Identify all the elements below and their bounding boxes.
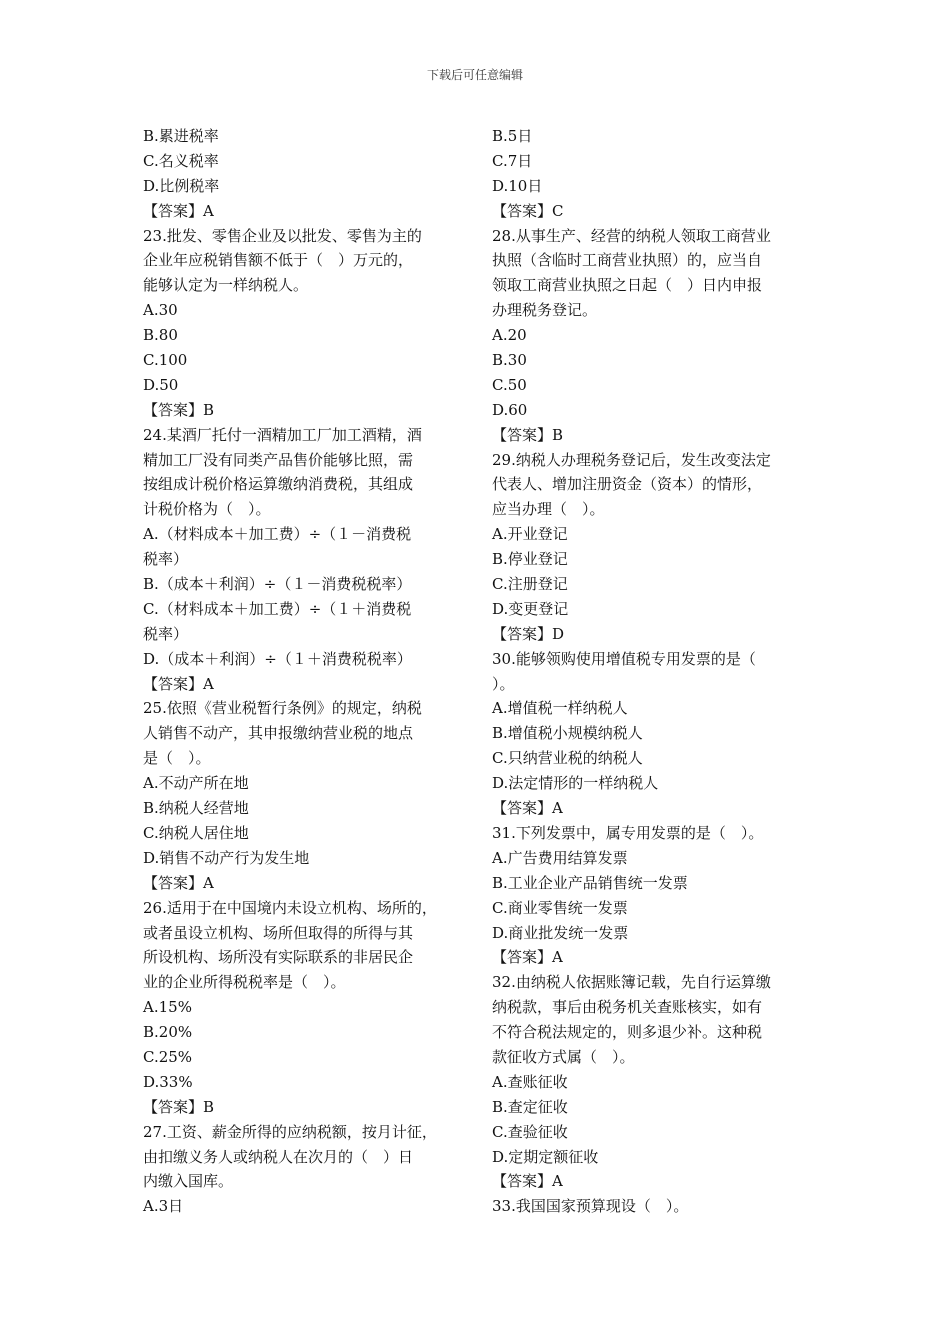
right-column-line: 【答案】C [492, 201, 564, 220]
left-column-line: C.名义税率 [143, 151, 219, 170]
left-column-line: C.25% [143, 1047, 193, 1066]
left-column-line: 【答案】A [143, 201, 214, 220]
right-column-line: 30.能够领购使用增值税专用发票的是（ [492, 649, 756, 668]
page-header: 下载后可任意编辑 [426, 68, 523, 82]
right-column-line: 不符合税法规定的，则多退少补。这种税 [492, 1023, 763, 1042]
right-column-line: D.60 [492, 400, 528, 419]
left-column-line: 由扣缴义务人或纳税人在次月的（ ）日 [143, 1147, 414, 1166]
right-column-line: C.商业零售统一发票 [492, 898, 628, 917]
left-column-line: 25.依照《营业税暂行条例》的规定，纳税 [143, 699, 422, 718]
right-column-line: 纳税款，事后由税务机关查账核实，如有 [492, 998, 763, 1017]
left-column-line: C.纳税人居住地 [143, 823, 249, 842]
right-column-line: A.查账征收 [492, 1072, 568, 1091]
left-column-line: C.100 [143, 351, 188, 370]
right-column-line: 28.从事生产、经营的纳税人领取工商营业 [492, 226, 771, 245]
left-column-line: B.（成本＋利润）÷（１－消费税税率） [143, 575, 412, 594]
right-column-line: C.只纳营业税的纳税人 [492, 749, 643, 768]
left-column-line: C.（材料成本＋加工费）÷（１＋消费税 [143, 599, 412, 618]
left-column-line: B.80 [143, 326, 178, 345]
left-column-line: D.50 [143, 375, 179, 394]
right-column-line: 办理税务登记。 [492, 301, 598, 320]
right-column-line: B.5日 [492, 127, 533, 145]
right-column-line: C.50 [492, 375, 527, 394]
right-column-line: B.工业企业产品销售统一发票 [492, 873, 688, 892]
right-column-line: 29.纳税人办理税务登记后，发生改变法定 [492, 450, 771, 469]
right-column-line: 领取工商营业执照之日起（ ）日内申报 [492, 276, 763, 295]
right-column-line: C.7日 [492, 151, 533, 170]
right-column-line: 【答案】A [492, 948, 563, 967]
right-column-line: A.开业登记 [492, 525, 568, 544]
left-column-line: 是（ ）。 [143, 749, 211, 768]
right-column-line: D.商业批发统一发票 [492, 923, 629, 942]
left-column-line: D.销售不动产行为发生地 [143, 848, 310, 867]
right-column-line: 执照（含临时工商营业执照）的，应当自 [492, 251, 763, 270]
left-column-line: A.30 [143, 301, 178, 320]
right-column-line: 33.我国国家预算现设（ ）。 [492, 1197, 689, 1216]
left-column [143, 124, 473, 1219]
right-column-line: A.20 [492, 326, 527, 345]
left-column-line: 24.某酒厂托付一酒精加工厂加工酒精，酒 [143, 425, 422, 444]
right-column-line: D.定期定额征收 [492, 1147, 599, 1166]
left-column-line: B.累进税率 [143, 127, 219, 145]
right-column-line: A.广告费用结算发票 [492, 848, 628, 867]
right-column-line: 31.下列发票中，属专用发票的是（ ）。 [492, 823, 764, 842]
right-column-line: A.增值税一样纳税人 [492, 699, 628, 718]
left-column-line: 人销售不动产，其申报缴纳营业税的地点 [143, 724, 414, 743]
left-column-line: A.3日 [143, 1197, 184, 1216]
right-column-line: C.查验征收 [492, 1122, 568, 1141]
left-column-line: D.比例税率 [143, 176, 220, 195]
left-column-line: 税率） [143, 550, 189, 569]
left-column-line: D.（成本＋利润）÷（１＋消费税税率） [143, 649, 412, 668]
left-column-line: 【答案】A [143, 674, 214, 693]
left-column-line: 精加工厂没有同类产品售价能够比照，需 [143, 450, 414, 469]
left-column-line: B.纳税人经营地 [143, 799, 249, 818]
left-column-line: 所设机构、场所没有实际联系的非居民企 [143, 948, 414, 967]
left-column-line: A.（材料成本＋加工费）÷（１－消费税 [143, 525, 412, 544]
left-column-line: 按组成计税价格运算缴纳消费税，其组成 [143, 475, 414, 494]
right-column-line: D.法定情形的一样纳税人 [492, 774, 659, 793]
left-column-line: 企业年应税销售额不低于（ ）万元的， [143, 251, 414, 270]
right-column-line: ）。 [492, 674, 515, 693]
right-column-line: B.停业登记 [492, 550, 568, 569]
right-column-line: D.10日 [492, 176, 543, 195]
left-column-line: D.33% [143, 1072, 193, 1091]
left-column-line: 23.批发、零售企业及以批发、零售为主的 [143, 226, 422, 245]
right-column-line: 代表人、增加注册资金（资本）的情形， [492, 475, 763, 494]
left-column-line: 【答案】A [143, 873, 214, 892]
left-column-line: 【答案】B [143, 400, 215, 419]
left-column-line: 能够认定为一样纳税人。 [143, 276, 309, 295]
left-column-line: 业的企业所得税税率是（ ）。 [143, 973, 346, 992]
right-column-line: 【答案】A [492, 1172, 563, 1191]
right-column-line: B.30 [492, 351, 527, 370]
left-column-line: 27.工资、薪金所得的应纳税额，按月计征， [143, 1122, 437, 1141]
right-column-line: 【答案】A [492, 799, 563, 818]
left-column-line: 或者虽设立机构、场所但取得的所得与其 [143, 923, 414, 942]
left-column-line: A.15% [143, 998, 192, 1017]
left-column-line: B.20% [143, 1023, 193, 1042]
left-column-line: 计税价格为（ ）。 [143, 500, 271, 519]
right-column-line: B.查定征收 [492, 1097, 568, 1116]
right-column-line: C.注册登记 [492, 575, 568, 594]
left-column-line: 26.适用于在中国境内未设立机构、场所的， [143, 898, 437, 917]
right-column-line: 32.由纳税人依据账簿记载，先自行运算缴 [492, 973, 771, 992]
right-column-line: B.增值税小规模纳税人 [492, 724, 643, 743]
left-column-line: 【答案】B [143, 1097, 215, 1116]
right-column-line: 【答案】B [492, 425, 564, 444]
left-column-line: 税率） [143, 624, 189, 643]
right-column-line: 款征收方式属（ ）。 [492, 1047, 635, 1066]
left-column-line: A.不动产所在地 [143, 774, 249, 793]
right-column-line: D.变更登记 [492, 599, 569, 618]
right-column-line: 应当办理（ ）。 [492, 500, 605, 519]
right-column-line: 【答案】D [492, 624, 565, 643]
left-column-line: 内缴入国库。 [143, 1172, 234, 1191]
right-column [492, 124, 822, 1219]
